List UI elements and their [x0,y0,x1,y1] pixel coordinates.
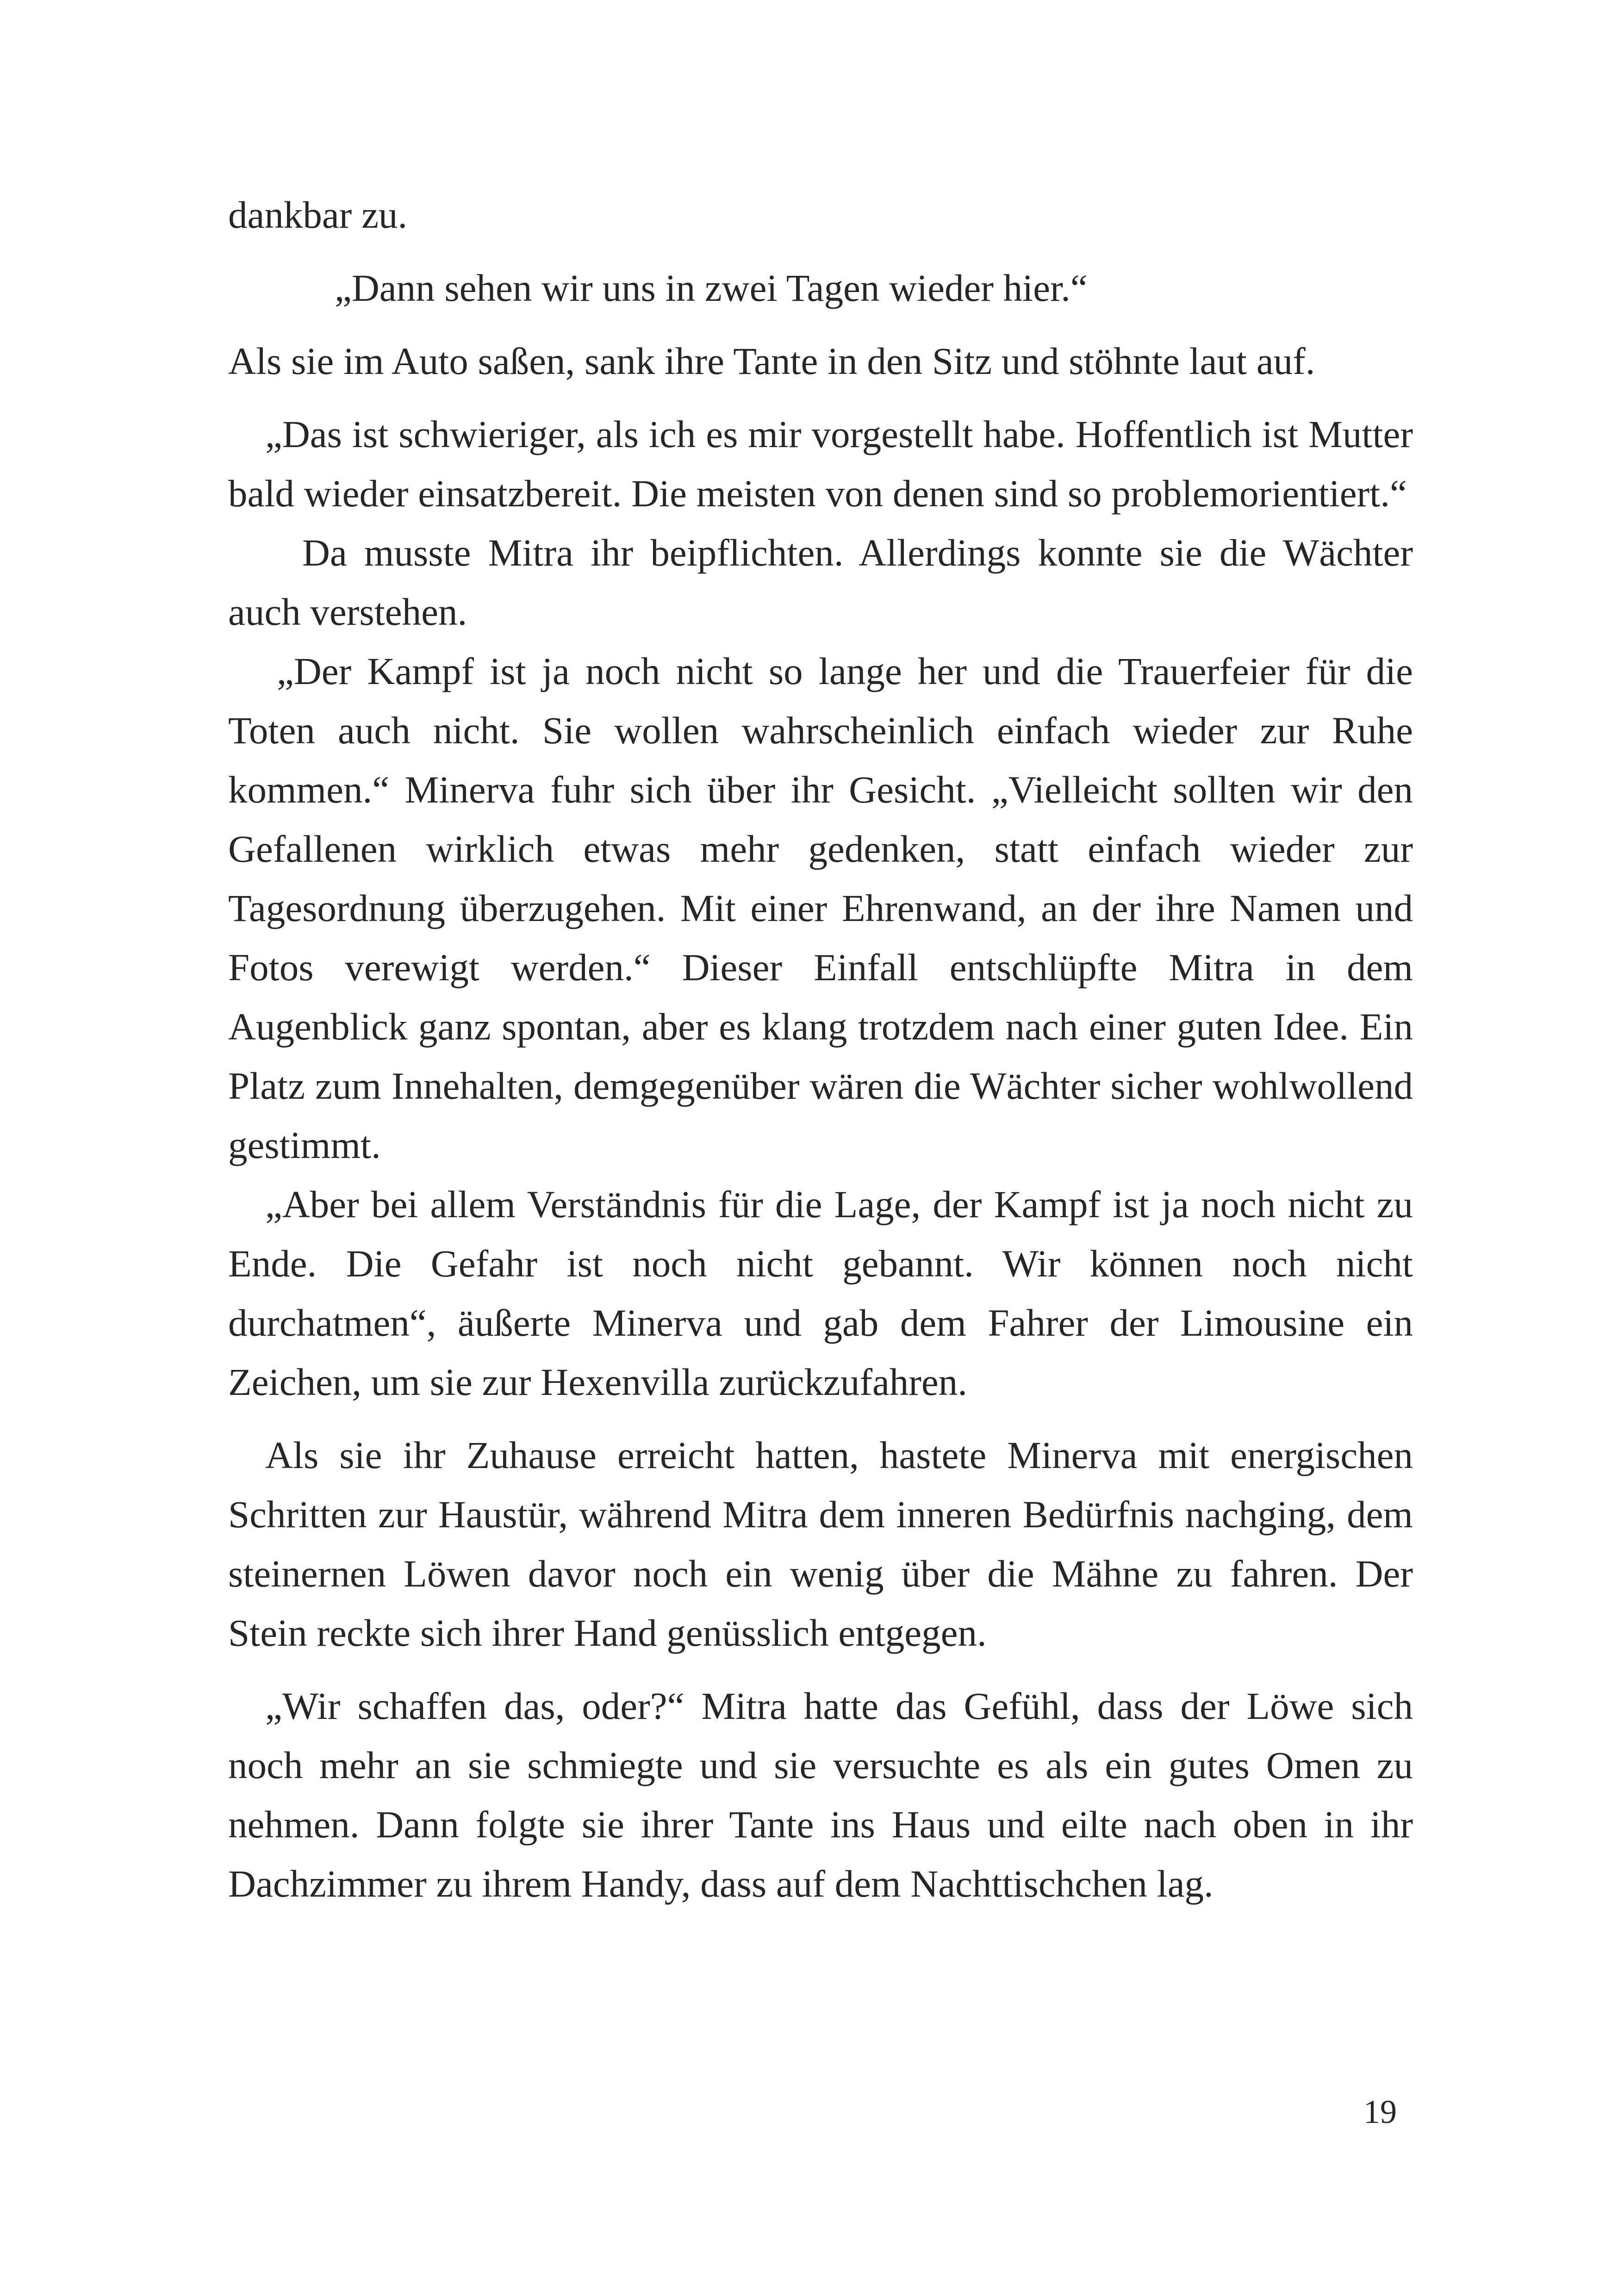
paragraph-4: „Das ist schwieriger, als ich es mir vorgestellt habe. Hoffentlich ist Mutter bald wieder einsatzbereit. Die meisten von denen sind so problemorientiert.“ [228,413,1413,515]
paragraph-3: Als sie im Auto saßen, sank ihre Tante in den Sitz und stöhnte laut auf. [228,340,1315,382]
page-number: 19 [1363,2093,1397,2130]
paragraph-9: „Wir schaffen das, oder?“ Mitra hatte das Gefühl, dass der Löwe sich noch mehr an sie schmiegte und sie versuchte es als ein gutes Omen zu nehmen. Dann folgte sie ihrer Tante ins Haus und eilte nach oben in ihr Dachzimmer zu ihrem Handy, dass auf dem Nachttischchen lag. [228,1685,1413,1905]
paragraph-6: „Der Kampf ist ja noch nicht so lange her und die Trauerfeier für die Toten auch nicht. Sie wollen wahrscheinlich einfach wieder zur Ruhe kommen.“ Minerva fuhr sich über ihr Gesicht. „Vielleicht sollten wir den Gefallenen wirklich etwas mehr gedenken, statt einfach wieder zur Tagesordnung überzugehen. Mit einer Ehrenwand, an der ihre Namen und Fotos verewigt werden.“ Dieser Einfall entschlüpfte Mitra in dem Augenblick ganz spontan, aber es klang trotzdem nach einer guten Idee. Ein Platz zum Innehalten, demgegenüber wären die Wächter sicher wohlwollend gestimmt. [228,650,1413,1166]
paragraph-1: dankbar zu. [228,193,408,236]
paragraph-8: Als sie ihr Zuhause erreicht hatten, hastete Minerva mit energischen Schritten zur Haustür, während Mitra dem inneren Bedürfnis nachging, dem steinernen Löwen davor noch ein wenig über die Mähne zu fahren. Der Stein reckte sich ihrer Hand genüsslich entgegen. [228,1434,1413,1654]
paragraph-7: „Aber bei allem Verständnis für die Lage, der Kampf ist ja noch nicht zu Ende. Die Gefahr ist noch nicht gebannt. Wir können noch nicht durchatmen“, äußerte Minerva und gab dem Fahrer der Limousine ein Zeichen, um sie zur Hexenvilla zurückzufahren. [228,1183,1413,1403]
paragraph-5: Da musste Mitra ihr beipflichten. Allerdings konnte sie die Wächter auch verstehen. [228,531,1413,633]
body-text [228,185,1413,1913]
paragraph-2: „Dann sehen wir uns in zwei Tagen wieder hier.“ [335,267,1088,309]
